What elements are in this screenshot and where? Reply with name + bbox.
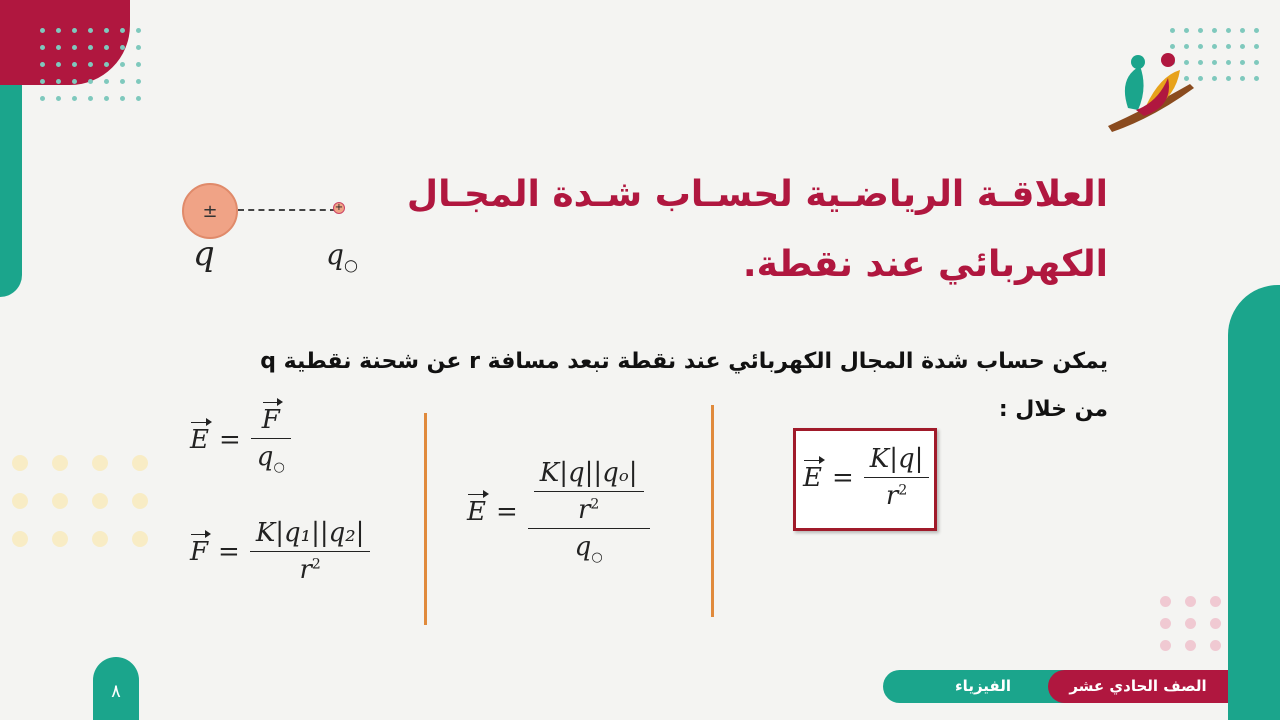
source-charge-label: q xyxy=(193,234,215,274)
dot-pattern-left xyxy=(12,455,148,547)
result-equation: E = $\frac{K|q|}{r^2}$ xyxy=(803,444,929,511)
page-number: ٨ xyxy=(93,657,139,720)
test-charge: + xyxy=(334,202,344,213)
right-accent-bar xyxy=(1228,285,1280,720)
description xyxy=(168,338,1108,434)
divider-right xyxy=(711,405,714,617)
grade-badge: الصف الحادي عشر xyxy=(1048,670,1228,703)
description-line-2: من خلال : xyxy=(998,397,1108,422)
description-line-1: يمكن حساب شدة المجال الكهربائي عند نقطة تبعد مسافة r عن شحنة نقطية q xyxy=(260,349,1108,374)
source-charge: ± xyxy=(182,183,238,239)
distance-line xyxy=(238,209,336,211)
left-accent-bar xyxy=(0,85,22,297)
title-line-1: العلاقـة الرياضـية لحسـاب شـدة المجـال xyxy=(406,174,1108,215)
divider-left xyxy=(424,413,427,625)
electric-field-definition: E = $\frac{F}{q_○}$ xyxy=(190,405,291,475)
dot-pattern-bottom-right xyxy=(1160,596,1221,651)
coulomb-law: F = $\frac{\text{K|q₁||q₂|}}{r^2}$ xyxy=(190,518,370,585)
title-line-2: الكهربائي عند نقطة. xyxy=(742,244,1108,285)
combined-equation: E = $\frac{\frac{\text{K|q||qₒ|}}{r^2}}{q_○}$ xyxy=(467,458,650,565)
subject-badge: الفيزياء xyxy=(883,670,1083,703)
test-charge-label: $q_○$ xyxy=(326,238,358,275)
logo-icon xyxy=(1098,48,1198,133)
dot-pattern-top-left xyxy=(40,28,141,101)
page-title xyxy=(388,160,1108,300)
